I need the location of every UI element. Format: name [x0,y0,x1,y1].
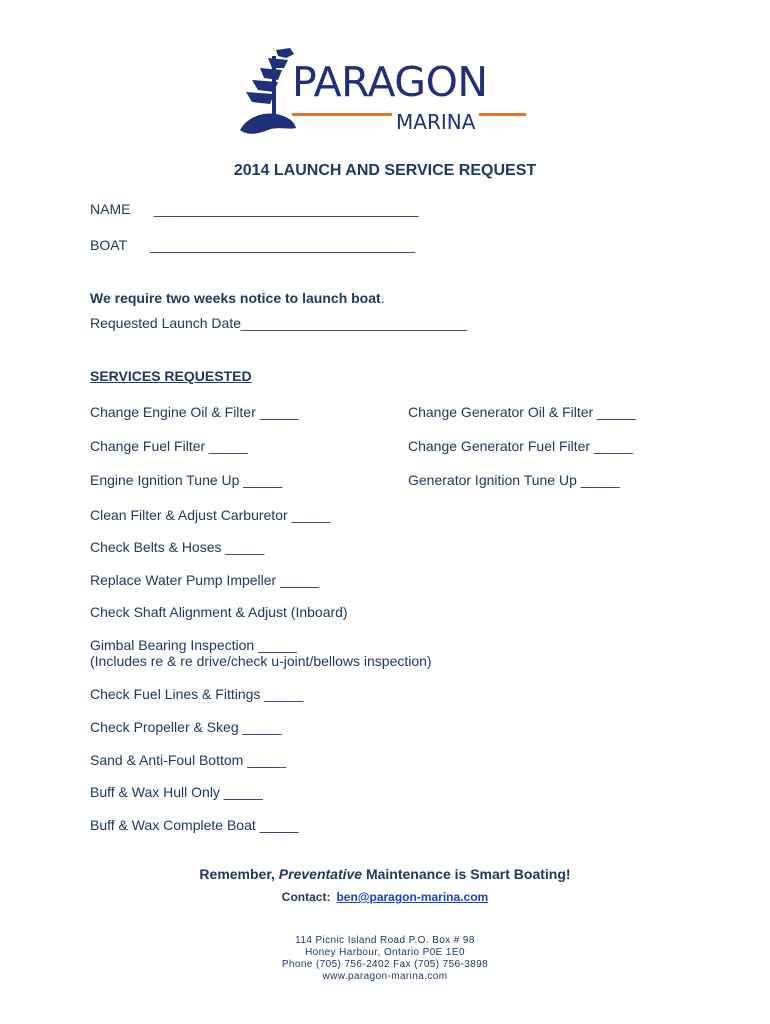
service-item[interactable]: Check Propeller & Skeg _____ [90,719,282,735]
website-line: www.paragon-marina.com [322,971,448,982]
paragon-marina-logo [238,46,538,138]
service-item[interactable]: Engine Ignition Tune Up _____ [90,472,283,488]
notice-line [90,290,385,306]
service-item[interactable]: Gimbal Bearing Inspection _____ [90,637,298,653]
name-field[interactable]: NAME __________________________________ [90,201,419,217]
reminder-start: Remember, [199,866,279,882]
service-item[interactable]: Buff & Wax Complete Boat _____ [90,817,299,833]
address-line: 114 Picnic Island Road P.O. Box # 98 [295,935,475,946]
logo-wordmark: PARAGON [292,58,488,106]
service-item[interactable]: Change Fuel Filter _____ [90,438,248,454]
services-heading: SERVICES REQUESTED [90,368,252,384]
service-item[interactable]: Generator Ignition Tune Up _____ [408,472,620,488]
service-item[interactable]: Replace Water Pump Impeller _____ [90,572,320,588]
contact-line [0,890,770,904]
service-item[interactable]: Check Belts & Hoses _____ [90,539,265,555]
page-title: 2014 LAUNCH AND SERVICE REQUEST [233,162,537,179]
reminder-emphasis: Preventative [278,866,363,882]
notice-text: We require two weeks notice to launch boat [90,290,381,306]
pine-tree-island-icon [238,46,298,138]
service-item[interactable]: Buff & Wax Hull Only _____ [90,784,263,800]
address-line: Honey Harbour, Ontario P0E 1E0 [305,947,465,958]
boat-field[interactable]: BOAT __________________________________ [90,237,415,253]
reminder-end: Maintenance is Smart Boating! [362,866,571,882]
notice-period: . [380,290,385,306]
service-item[interactable]: Change Engine Oil & Filter _____ [90,404,299,420]
reminder-line [0,866,770,882]
contact-label: Contact: [281,890,331,904]
launch-date-field[interactable]: Requested Launch Date_____________________________ [90,315,467,331]
phone-line: Phone (705) 756-2402 Fax (705) 756-3898 [281,959,489,970]
service-item: Check Shaft Alignment & Adjust (Inboard) [90,604,348,620]
service-note: (Includes re & re drive/check u-joint/bellows inspection) [90,653,432,669]
service-item[interactable]: Clean Filter & Adjust Carburetor _____ [90,507,331,523]
service-item[interactable]: Change Generator Oil & Filter _____ [408,404,637,420]
service-item[interactable]: Sand & Anti-Foul Bottom _____ [90,752,287,768]
email-link[interactable]: ben@paragon-marina.com [336,890,489,904]
service-item[interactable]: Change Generator Fuel Filter _____ [408,438,633,454]
service-item[interactable]: Check Fuel Lines & Fittings _____ [90,686,304,702]
logo-subword: MARINA [392,112,479,132]
